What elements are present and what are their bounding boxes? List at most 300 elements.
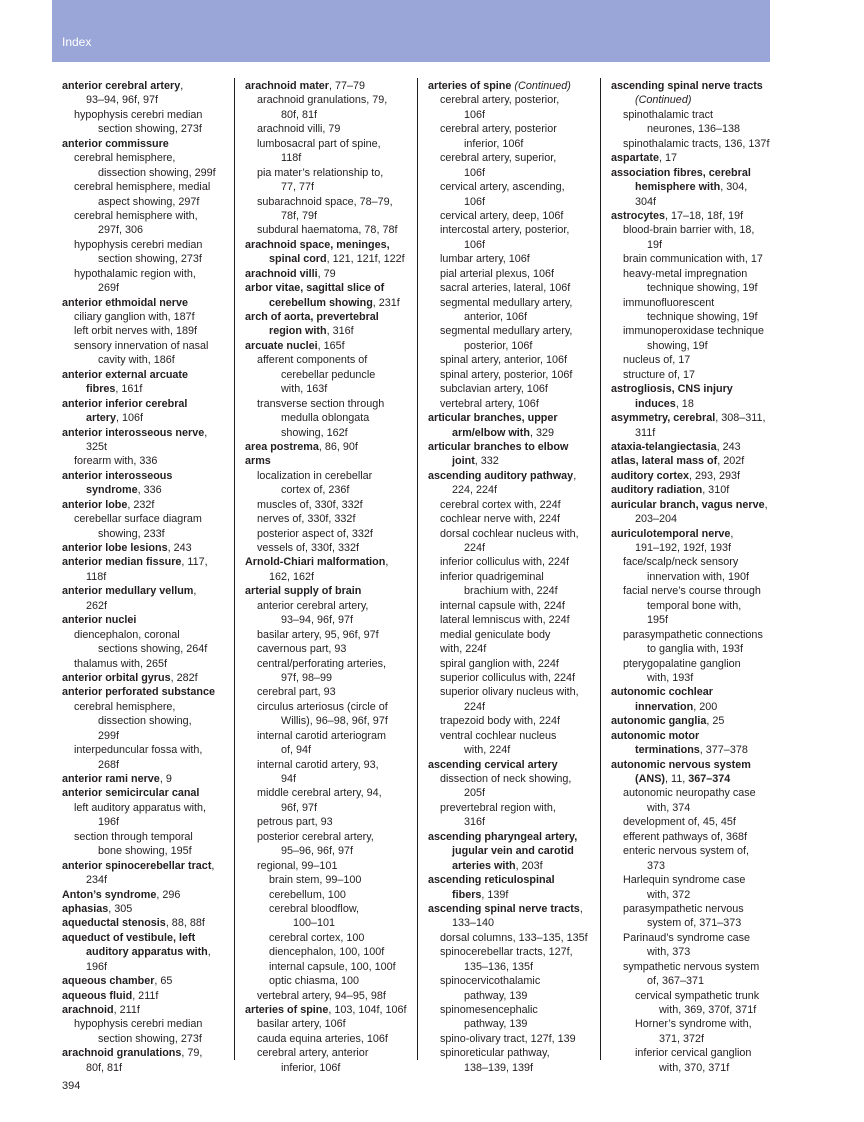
entry-pages: Harlequin syndrome case xyxy=(623,874,746,887)
index-subentry xyxy=(428,382,604,396)
entry-term: innervation xyxy=(635,700,694,713)
index-entry-continuation xyxy=(62,483,238,497)
index-subentry xyxy=(62,108,238,122)
entry-pages: showing, 19f xyxy=(647,339,708,352)
entry-pages: pathway, 139 xyxy=(464,989,528,1002)
entry-pages: cochlear nerve with, 224f xyxy=(440,513,561,526)
index-subentry xyxy=(245,195,421,209)
entry-pages: dissection showing, xyxy=(98,715,192,728)
index-entry xyxy=(245,454,421,468)
entry-pages: bone showing, 195f xyxy=(98,845,192,858)
index-entry xyxy=(62,469,238,483)
entry-pages: 106f xyxy=(464,108,486,121)
index-subentry xyxy=(62,801,238,815)
index-subentry xyxy=(62,714,238,728)
entry-pages: brachium with, 224f xyxy=(464,585,558,598)
index-subentry xyxy=(611,368,787,382)
entry-pages: neurones, 136–138 xyxy=(647,123,741,136)
index-subentry xyxy=(245,628,421,642)
entry-pages: pia mater’s relationship to, xyxy=(257,166,384,179)
header-title: Index xyxy=(62,35,92,49)
entry-pages: with, 224f xyxy=(464,744,511,757)
index-subentry xyxy=(428,685,604,699)
index-subentry xyxy=(245,122,421,136)
index-entry xyxy=(62,859,238,873)
index-subentry xyxy=(428,281,604,295)
entry-pages: 224f xyxy=(464,542,486,554)
index-subentry xyxy=(245,960,421,974)
index-subentry xyxy=(428,209,604,223)
entry-pages: , xyxy=(579,902,583,915)
entry-pages: inferior, 106f xyxy=(281,1061,341,1074)
entry-pages: , 308–311, xyxy=(715,412,766,425)
entry-pages: internal capsule with, 224f xyxy=(440,599,565,612)
entry-term: anterior orbital gyrus xyxy=(62,671,171,684)
index-subentry xyxy=(62,830,238,844)
entry-term: ascending spinal nerve tracts xyxy=(428,902,580,915)
index-entry xyxy=(245,79,421,93)
index-subentry xyxy=(611,931,787,945)
entry-pages: , xyxy=(207,946,211,959)
entry-pages: cervical sympathetic trunk xyxy=(635,989,760,1002)
index-subentry xyxy=(428,498,604,512)
index-subentry xyxy=(428,974,604,988)
entry-pages: transverse section through xyxy=(257,397,385,410)
entry-pages: pathway, 139 xyxy=(464,1018,528,1031)
entry-pages: optic chiasma, 100 xyxy=(269,975,360,988)
entry-pages: 118f xyxy=(86,570,107,583)
index-entry xyxy=(428,440,604,454)
entry-pages: , 296 xyxy=(156,888,181,901)
index-subentry xyxy=(245,1032,421,1046)
index-subentry xyxy=(428,527,604,541)
index-entry xyxy=(62,498,238,512)
entry-pages: with, 373 xyxy=(647,946,691,959)
index-entry-continuation xyxy=(611,700,787,714)
index-entry-continuation xyxy=(428,888,604,902)
index-subentry xyxy=(428,570,604,584)
entry-pages: , xyxy=(204,426,208,439)
entry-pages: 299f xyxy=(98,729,120,742)
entry-term: ascending reticulospinal xyxy=(428,874,555,887)
entry-pages: sensory innervation of nasal xyxy=(74,339,209,352)
entry-pages: 224, 224f xyxy=(452,484,498,497)
index-subentry xyxy=(245,700,421,714)
index-entry xyxy=(611,527,787,541)
entry-pages: cerebral artery, superior, xyxy=(440,152,557,165)
entry-term: ataxia-telangiectasia xyxy=(611,440,717,453)
index-subentry xyxy=(62,281,238,295)
index-subentry xyxy=(428,137,604,151)
index-entry xyxy=(428,79,604,93)
index-subentry xyxy=(611,570,787,584)
index-subentry xyxy=(62,223,238,237)
index-subentry xyxy=(611,613,787,627)
entry-term: arch of aorta, prevertebral xyxy=(245,311,379,323)
entry-pages: sacral arteries, lateral, 106f xyxy=(440,282,571,295)
index-entry-continuation xyxy=(62,960,238,974)
index-entry xyxy=(611,483,787,497)
entry-pages: arachnoid villi, 79 xyxy=(257,123,341,136)
entry-pages: system of, 371–373 xyxy=(647,917,742,930)
entry-pages: , xyxy=(385,556,389,569)
index-subentry xyxy=(611,267,787,281)
entry-term: anterior interosseous nerve xyxy=(62,426,205,439)
entry-pages: 97f, 98–99 xyxy=(281,671,333,684)
index-subentry xyxy=(611,122,787,136)
entry-pages: cerebral hemisphere with, xyxy=(74,209,198,222)
entry-pages: dorsal columns, 133–135, 135f xyxy=(440,931,588,944)
index-subentry xyxy=(428,296,604,310)
index-entry xyxy=(62,426,238,440)
entry-pages: section through temporal xyxy=(74,830,193,843)
index-subentry xyxy=(245,931,421,945)
index-subentry xyxy=(245,368,421,382)
entry-pages: with, 374 xyxy=(647,801,691,814)
index-entry xyxy=(428,902,604,916)
entry-pages: 106f xyxy=(464,166,486,179)
index-entry xyxy=(62,685,238,699)
index-entry-continuation xyxy=(611,541,787,555)
index-subentry xyxy=(428,195,604,209)
index-subentry xyxy=(611,281,787,295)
index-subentry xyxy=(428,772,604,786)
entry-pages: 311f xyxy=(635,426,656,439)
index-entry xyxy=(428,830,604,844)
index-subentry xyxy=(245,1017,421,1031)
entry-pages: inferior cervical ganglion xyxy=(635,1047,752,1060)
entry-pages: of, 94f xyxy=(281,744,312,757)
index-subentry xyxy=(245,830,421,844)
entry-term: anterior lobe xyxy=(62,498,128,511)
index-subentry xyxy=(245,685,421,699)
entry-term: arcuate nuclei xyxy=(245,339,318,352)
entry-term: fibres xyxy=(86,383,116,396)
entry-pages: of, 367–371 xyxy=(647,975,705,988)
entry-pages: cerebral cortex, 100 xyxy=(269,931,365,944)
index-subentry xyxy=(245,873,421,887)
index-subentry xyxy=(428,353,604,367)
entry-pages: , 304, xyxy=(720,181,748,194)
index-subentry xyxy=(245,989,421,1003)
entry-pages: 268f xyxy=(98,758,120,771)
index-subentry xyxy=(611,238,787,252)
entry-term: induces xyxy=(635,397,676,410)
index-subentry xyxy=(245,426,421,440)
index-entry xyxy=(62,79,238,93)
entry-pages: , 203f xyxy=(515,859,543,872)
entry-term: region with xyxy=(269,325,327,338)
continued-label: (Continued) xyxy=(635,94,692,107)
entry-pages: , 231f xyxy=(372,296,400,309)
index-subentry xyxy=(428,555,604,569)
entry-term: artery xyxy=(86,412,117,425)
index-subentry xyxy=(428,166,604,180)
entry-pages: , 17–18, 18f, 19f xyxy=(665,209,744,222)
index-subentry xyxy=(428,252,604,266)
entry-pages: , 106f xyxy=(116,412,144,425)
entry-pages: ventral cochlear nucleus xyxy=(440,729,557,742)
index-subentry xyxy=(245,859,421,873)
entry-term: aspartate xyxy=(611,152,660,165)
entry-pages: 80f, 81f xyxy=(86,1061,123,1074)
entry-pages: 325t xyxy=(86,440,108,453)
entry-term: arachnoid mater xyxy=(245,80,330,92)
index-subentry xyxy=(245,209,421,223)
index-entry xyxy=(245,1003,421,1017)
entry-pages: , 79 xyxy=(317,267,336,280)
entry-pages: blood-brain barrier with, 18, xyxy=(623,224,755,237)
entry-term: anterior perforated substance xyxy=(62,686,215,699)
index-entry xyxy=(611,411,787,425)
entry-pages: afferent components of xyxy=(257,354,368,367)
index-subentry xyxy=(62,628,238,642)
entry-pages: parasympathetic nervous xyxy=(623,902,744,915)
index-subentry xyxy=(611,137,787,151)
entry-pages: with, 369, 370f, 371f xyxy=(659,1004,757,1016)
index-subentry xyxy=(245,223,421,237)
entry-pages: internal carotid artery, 93, xyxy=(257,758,379,771)
entry-pages: 304f xyxy=(635,195,657,208)
entry-pages: circulus arteriosus (circle of xyxy=(257,700,388,713)
entry-term: auditory cortex xyxy=(611,469,689,482)
index-subentry xyxy=(245,613,421,627)
entry-pages: spinocerebellar tracts, 127f, xyxy=(440,946,573,959)
entry-pages: 224f xyxy=(464,700,486,713)
entry-pages: innervation with, 190f xyxy=(647,570,750,583)
entry-pages: Willis), 96–98, 96f, 97f xyxy=(281,715,388,728)
entry-term: arachnoid xyxy=(62,1004,114,1016)
entry-pages: cerebral hemisphere, xyxy=(74,152,176,165)
entry-pages: cerebral hemisphere, medial xyxy=(74,181,211,194)
index-subentry xyxy=(245,815,421,829)
index-subentry xyxy=(611,1032,787,1046)
entry-pages: hypophysis cerebri median xyxy=(74,108,203,121)
entry-pages: pterygopalatine ganglion xyxy=(623,657,741,670)
index-subentry xyxy=(611,1017,787,1031)
index-subentry xyxy=(611,786,787,800)
entry-pages: , 65 xyxy=(154,975,173,988)
entry-term: aqueous fluid xyxy=(62,989,133,1002)
entry-pages: 100–101 xyxy=(293,917,336,930)
index-entry xyxy=(62,974,238,988)
index-entry xyxy=(245,339,421,353)
entry-pages: with, 193f xyxy=(647,671,694,684)
index-subentry xyxy=(245,108,421,122)
index-entry-continuation xyxy=(611,512,787,526)
index-subentry xyxy=(245,743,421,757)
index-subentry xyxy=(428,397,604,411)
entry-term: astrocytes xyxy=(611,209,666,222)
entry-pages: medial geniculate body xyxy=(440,628,551,641)
index-subentry xyxy=(611,555,787,569)
index-subentry xyxy=(62,743,238,757)
entry-term: aqueous chamber xyxy=(62,975,155,988)
index-subentry xyxy=(428,368,604,382)
entry-pages: internal carotid arteriogram xyxy=(257,729,387,742)
entry-pages: , xyxy=(730,527,734,540)
index-entry xyxy=(62,772,238,786)
entry-pages: cavernous part, 93 xyxy=(257,643,347,656)
index-subentry xyxy=(245,599,421,613)
index-subentry xyxy=(245,180,421,194)
index-subentry xyxy=(245,729,421,743)
index-entry xyxy=(611,382,787,396)
index-entry xyxy=(62,584,238,598)
entry-term: astrogliosis, CNS injury xyxy=(611,383,733,396)
index-subentry xyxy=(62,238,238,252)
index-subentry xyxy=(611,830,787,844)
entry-term: association fibres, cerebral xyxy=(611,166,751,179)
entry-pages: parasympathetic connections xyxy=(623,628,763,641)
index-subentry xyxy=(62,815,238,829)
index-subentry xyxy=(62,166,238,180)
index-subentry xyxy=(428,729,604,743)
entry-pages: autonomic neuropathy case xyxy=(623,787,756,800)
entry-pages: 371, 372f xyxy=(659,1032,705,1045)
index-subentry xyxy=(611,859,787,873)
index-entry-continuation xyxy=(428,844,604,858)
entry-pages: Parinaud’s syndrome case xyxy=(623,931,751,944)
index-subentry xyxy=(428,815,604,829)
index-subentry xyxy=(611,252,787,266)
index-subentry xyxy=(245,786,421,800)
index-entry xyxy=(245,440,421,454)
index-subentry xyxy=(428,945,604,959)
entry-pages: , 232f xyxy=(127,498,155,511)
entry-pages: trapezoid body with, 224f xyxy=(440,715,561,728)
index-subentry xyxy=(428,960,604,974)
entry-term: articular branches, upper xyxy=(428,412,558,425)
index-entry xyxy=(245,555,421,569)
index-subentry xyxy=(245,137,421,151)
index-subentry xyxy=(428,339,604,353)
entry-pages: petrous part, 93 xyxy=(257,816,333,829)
index-subentry xyxy=(611,1046,787,1060)
index-entry xyxy=(62,397,238,411)
index-subentry xyxy=(245,888,421,902)
entry-pages: efferent pathways of, 368f xyxy=(623,830,748,843)
index-subentry xyxy=(611,916,787,930)
entry-term: anterior cerebral artery xyxy=(62,80,181,92)
entry-pages: inferior colliculus with, 224f xyxy=(440,556,570,569)
entry-term: aphasias xyxy=(62,902,109,915)
index-entry-continuation xyxy=(611,772,787,786)
entry-pages: segmental medullary artery, xyxy=(440,296,573,309)
index-entry-continuation xyxy=(611,180,787,194)
index-entry xyxy=(62,296,238,310)
entry-pages: cerebral artery, posterior xyxy=(440,123,557,136)
index-entry xyxy=(62,1003,238,1017)
index-entry xyxy=(62,902,238,916)
entry-pages: cervical artery, ascending, xyxy=(440,181,565,194)
index-subentry xyxy=(428,108,604,122)
index-subentry xyxy=(245,541,421,555)
index-subentry xyxy=(245,642,421,656)
index-entry-continuation xyxy=(428,859,604,873)
entry-pages: with, 163f xyxy=(281,383,328,396)
index-entry-continuation xyxy=(611,397,787,411)
index-entry-continuation xyxy=(245,252,421,266)
index-subentry xyxy=(611,1003,787,1017)
entry-term: auditory radiation xyxy=(611,484,703,497)
entry-pages: immunofluorescent xyxy=(623,296,715,309)
entry-pages: subclavian artery, 106f xyxy=(440,383,548,396)
index-subentry xyxy=(62,151,238,165)
index-entry-continuation xyxy=(611,743,787,757)
index-subentry xyxy=(428,1003,604,1017)
entry-pages: 19f xyxy=(647,238,663,251)
entry-pages: , 165f xyxy=(317,339,345,352)
entry-pages: 269f xyxy=(98,282,120,295)
index-entry xyxy=(611,714,787,728)
index-subentry xyxy=(428,310,604,324)
entry-pages: 191–192, 192f, 193f xyxy=(635,542,732,554)
entry-pages: cerebral artery, anterior xyxy=(257,1047,369,1060)
index-subentry xyxy=(245,1061,421,1075)
index-entry xyxy=(62,613,238,627)
index-subentry xyxy=(428,628,604,642)
index-subentry xyxy=(62,512,238,526)
index-subentry xyxy=(611,960,787,974)
entry-pages: middle cerebral artery, 94, xyxy=(257,787,382,800)
entry-pages: 94f xyxy=(281,773,297,785)
entry-pages: diencephalon, coronal xyxy=(74,628,180,641)
entry-pages: spinomesencephalic xyxy=(440,1004,538,1016)
entry-pages: dissection showing, 299f xyxy=(98,166,216,179)
entry-term: fibers xyxy=(452,888,482,901)
entry-pages: superior olivary nucleus with, xyxy=(440,686,579,699)
index-subentry xyxy=(245,483,421,497)
entry-pages: inferior, 106f xyxy=(464,137,524,150)
index-entry xyxy=(62,1046,238,1060)
entry-pages: lateral lemniscus with, 224f xyxy=(440,614,570,627)
entry-pages: 77, 77f xyxy=(281,181,315,194)
index-entry xyxy=(245,267,421,281)
entry-pages: hypophysis cerebri median xyxy=(74,1018,203,1031)
index-entry xyxy=(611,440,787,454)
index-subentry xyxy=(245,512,421,526)
entry-pages: 234f xyxy=(86,874,108,887)
entry-term: anterior external arcuate xyxy=(62,368,189,381)
entry-pages: 297f, 306 xyxy=(98,224,144,237)
entry-pages: , xyxy=(573,469,577,482)
index-subentry xyxy=(245,382,421,396)
entry-pages: posterior aspect of, 332f xyxy=(257,527,373,540)
index-entry xyxy=(62,555,238,569)
index-entry xyxy=(611,166,787,180)
entry-pages: nerves of, 330f, 332f xyxy=(257,513,356,526)
entry-term: articular branches to elbow xyxy=(428,440,569,453)
entry-pages: 93–94, 96f, 97f xyxy=(281,614,354,627)
index-subentry xyxy=(62,1017,238,1031)
entry-pages: 373 xyxy=(647,859,666,872)
index-subentry xyxy=(62,527,238,541)
index-subentry xyxy=(428,700,604,714)
entry-pages: , 211f xyxy=(132,989,159,1002)
index-subentry xyxy=(62,1032,238,1046)
entry-term: auriculotemporal nerve xyxy=(611,527,731,540)
entry-term: arachnoid space, meninges, xyxy=(245,238,390,251)
index-subentry xyxy=(245,844,421,858)
index-entry xyxy=(62,916,238,930)
entry-pages: , xyxy=(193,585,197,598)
entry-pages: showing, 233f xyxy=(98,527,165,540)
entry-pages: prevertebral region with, xyxy=(440,801,556,814)
index-subentry xyxy=(245,1046,421,1060)
entry-term: area postrema xyxy=(245,440,319,453)
index-entry-continuation xyxy=(62,382,238,396)
